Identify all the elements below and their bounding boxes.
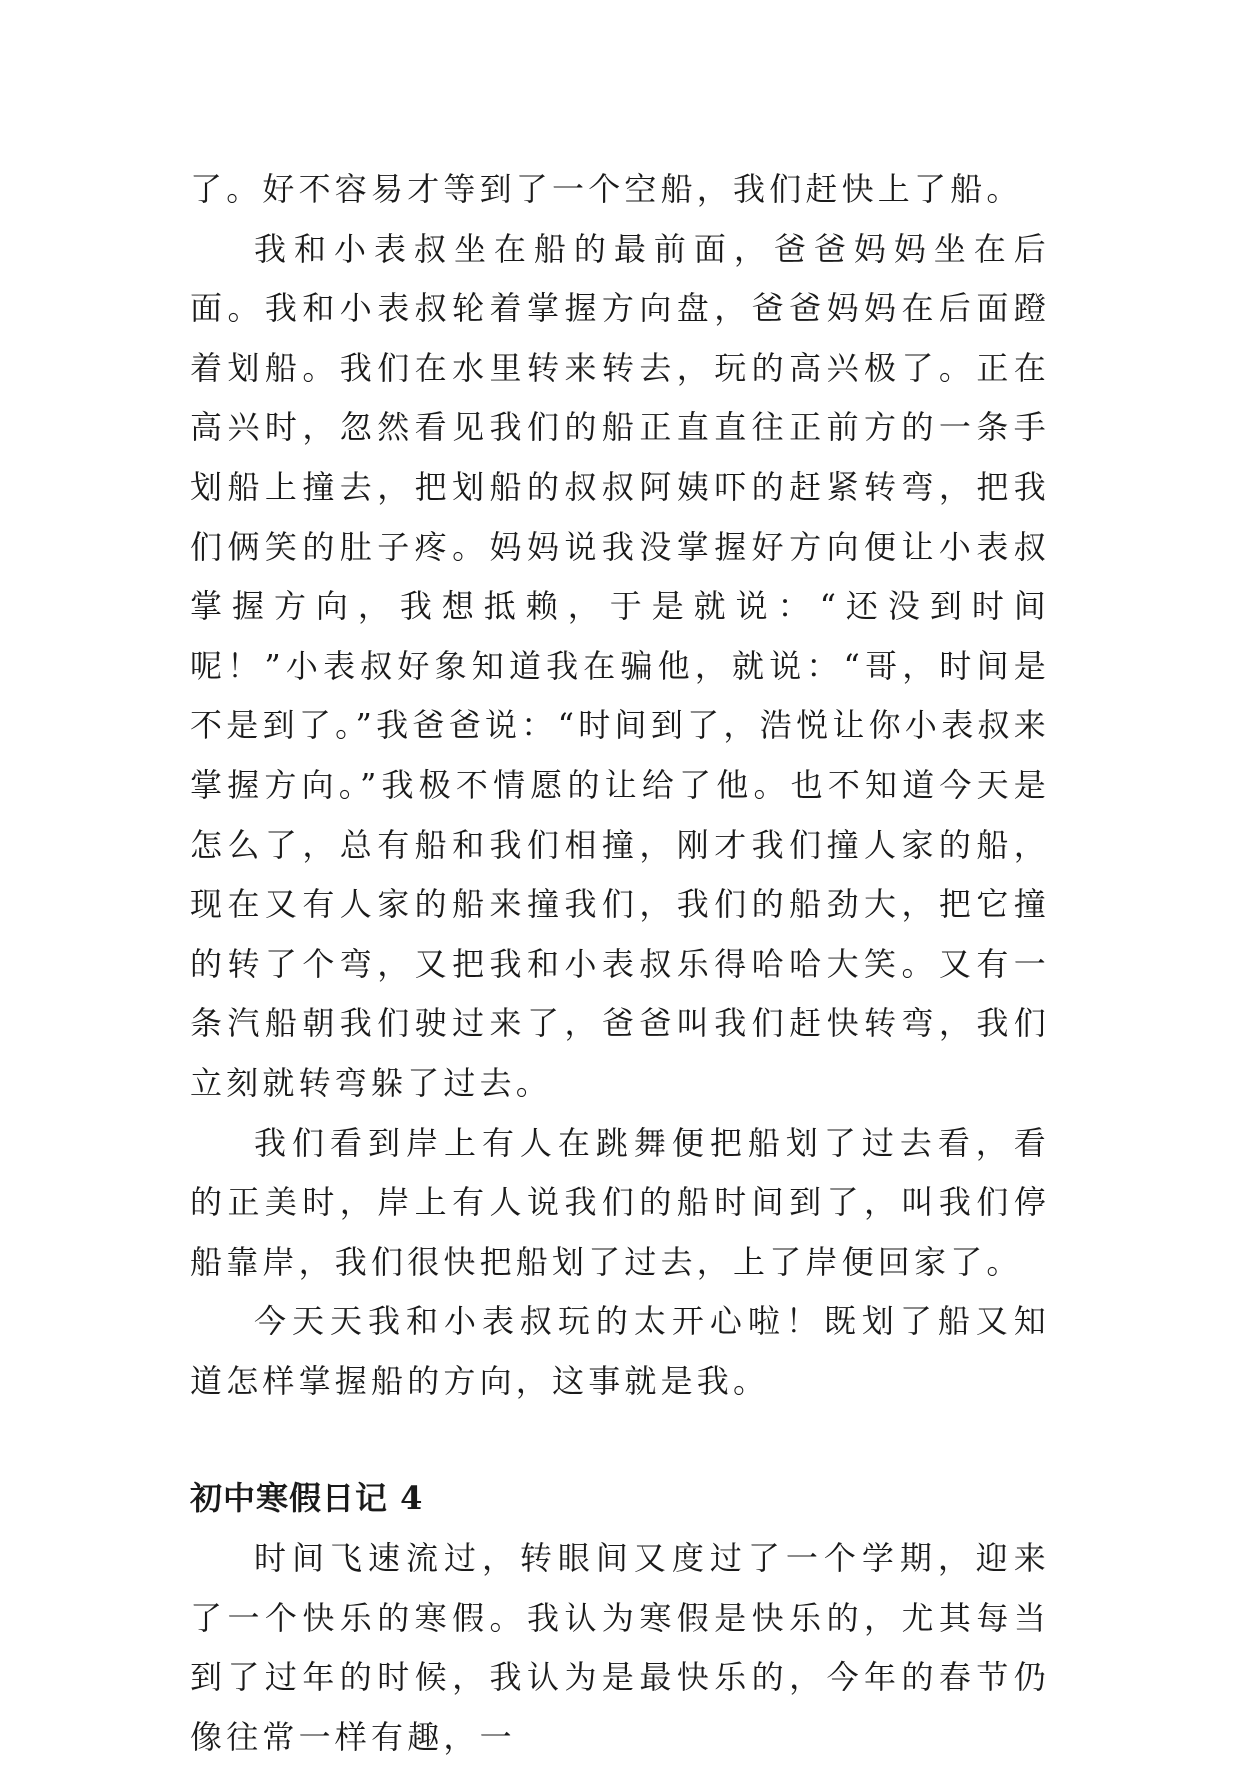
paragraph-winter-break: 时间飞速流过，转眼间又度过了一个学期，迎来了一个快乐的寒假。我认为寒假是快乐的，尤其每当到了过年的时候，我认为是最快乐的，今年的春节仍像往常一样有趣，一: [190, 1539, 1050, 1756]
paragraph-conclusion: 今天天我和小表叔玩的太开心啦！既划了船又知道怎样掌握船的方向，这事就是我。: [190, 1302, 1050, 1400]
paragraph-dancing-shore: 我们看到岸上有人在跳舞便把船划了过去看，看的正美时，岸上有人说我们的船时间到了，叫我们停船靠岸，我们很快把船划了过去，上了岸便回家了。: [190, 1123, 1050, 1281]
document-body: [190, 160, 1050, 1767]
paragraph-boat-ride: 我和小表叔坐在船的最前面，爸爸妈妈坐在后面。我和小表叔轮着掌握方向盘，爸爸妈妈在后面蹬着划船。我们在水里转来转去，玩的高兴极了。正在高兴时，忽然看见我们的船正直直往正前方的一条手划船上撞去，把划船的叔叔阿姨吓的赶紧转弯，把我们俩笑的肚子疼。妈妈说我没掌握好方向便让小表叔掌握方向，我想抵赖，于是就说：“还没到时间呢！”小表叔好象知道我在骗他，就说：“哥，时间是不是到了。”我爸爸说：“时间到了，浩悦让你小表叔来掌握方向。”我极不情愿的让给了他。也不知道今天是怎么了，总有船和我们相撞，刚才我们撞人家的船，现在又有人家的船来撞我们，我们的船劲大，把它撞的转了个弯，又把我和小表叔乐得哈哈大笑。又有一条汽船朝我们驶过来了，爸爸叫我们赶快转弯，我们立刻就转弯躲了过去。: [190, 229, 1050, 1102]
paragraph-continuation: 了。好不容易才等到了一个空船，我们赶快上了船。: [190, 170, 1023, 208]
section-title: 初中寒假日记 4: [190, 1479, 424, 1518]
